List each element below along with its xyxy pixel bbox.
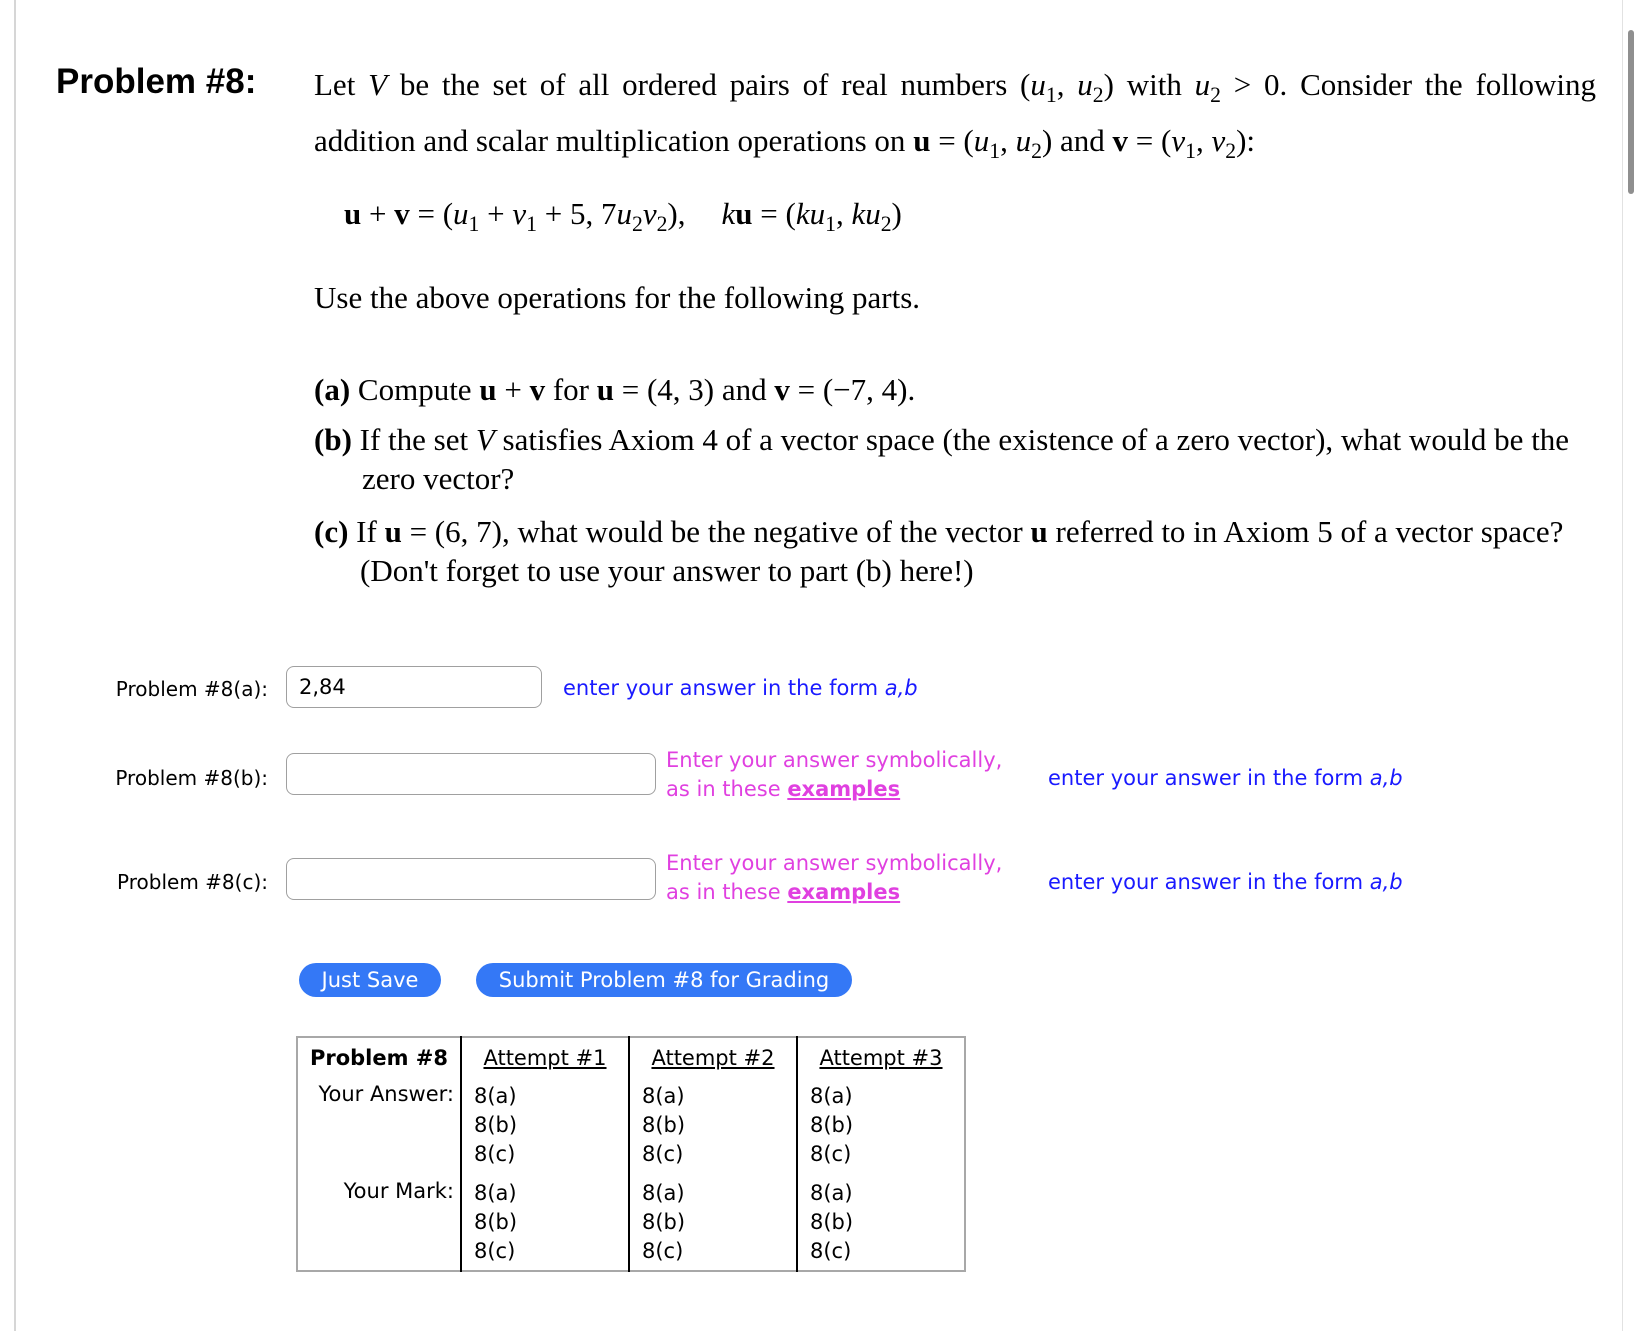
just-save-button[interactable]: Just Save [299, 963, 441, 997]
attempt-2-answers: 8(a) 8(b) 8(c) [629, 1078, 797, 1169]
answer-b-input[interactable] [286, 753, 656, 795]
answer-a-format-hint: enter your answer in the form a,b [563, 676, 918, 700]
attempt-2-marks: 8(a) 8(b) 8(c) [629, 1169, 797, 1271]
answer-a-label: Problem #8(a): [115, 677, 268, 701]
problem-intro: Let V be the set of all ordered pairs of real numbers ($u_1$, $u_2$) with $u_2 > 0$. Consider the following addition and scalar multiplication operations on $u = (u_1$, $u_2$) and $v = (v_1$, $v_2$): [314, 67, 1597, 164]
problem-title: Problem #8: [56, 62, 257, 101]
part-b-text: (b) If the set V satisfies Axiom 4 of a vector space (the existence of a zero vector), what would be the zero vector? [314, 422, 1570, 496]
answer-c-symbolic-hint: Enter your answer symbolically, as in these examples [666, 851, 1003, 904]
right-border [1622, 0, 1623, 1331]
attempts-table [296, 1036, 966, 1272]
attempt-3-answers: 8(a) 8(b) 8(c) [797, 1078, 965, 1169]
part-c-text: (c) If u = (6, 7), what would be the negative of the vector u referred to in Axiom 5 of a vector space? (Don't forget to use your answer to part (b) here!) [314, 514, 1564, 588]
attempt-3-link[interactable]: Attempt #3 [797, 1037, 965, 1078]
answer-c-format-hint: enter your answer in the form a,b [1048, 870, 1403, 894]
your-answer-label: Your Answer: [318, 1082, 454, 1106]
answer-c-label: Problem #8(c): [117, 870, 268, 894]
operations-equation: $u + v = (u_1 + v_1 + 5$, $7u_2v_2$), ku = ($ku_1$, $ku_2$) [344, 196, 902, 237]
answer-b-symbolic-hint: Enter your answer symbolically, as in these examples [666, 748, 1003, 801]
left-border [14, 0, 16, 1331]
answer-c-examples-link[interactable]: examples [787, 880, 901, 904]
answer-b-examples-link[interactable]: examples [787, 777, 901, 801]
attempt-1-link[interactable]: Attempt #1 [461, 1037, 629, 1078]
answer-c-input[interactable] [286, 858, 656, 900]
attempt-1-answers: 8(a) 8(b) 8(c) [461, 1078, 629, 1169]
part-a-text: (a) Compute u + v for u = (4, 3) and v = (−7, 4). [314, 372, 916, 407]
your-mark-label: Your Mark: [343, 1179, 454, 1203]
instructions-text: Use the above operations for the following parts. [314, 280, 921, 315]
attempt-3-marks: 8(a) 8(b) 8(c) [797, 1169, 965, 1271]
answer-a-input[interactable] [286, 666, 542, 708]
attempt-2-link[interactable]: Attempt #2 [629, 1037, 797, 1078]
answer-b-format-hint: enter your answer in the form a,b [1048, 766, 1403, 790]
attempts-table-header: Problem #8 [309, 1046, 449, 1070]
submit-button[interactable]: Submit Problem #8 for Grading [476, 963, 852, 997]
attempt-1-marks: 8(a) 8(b) 8(c) [461, 1169, 629, 1271]
answer-b-label: Problem #8(b): [115, 766, 268, 790]
scrollbar[interactable] [1628, 30, 1634, 194]
